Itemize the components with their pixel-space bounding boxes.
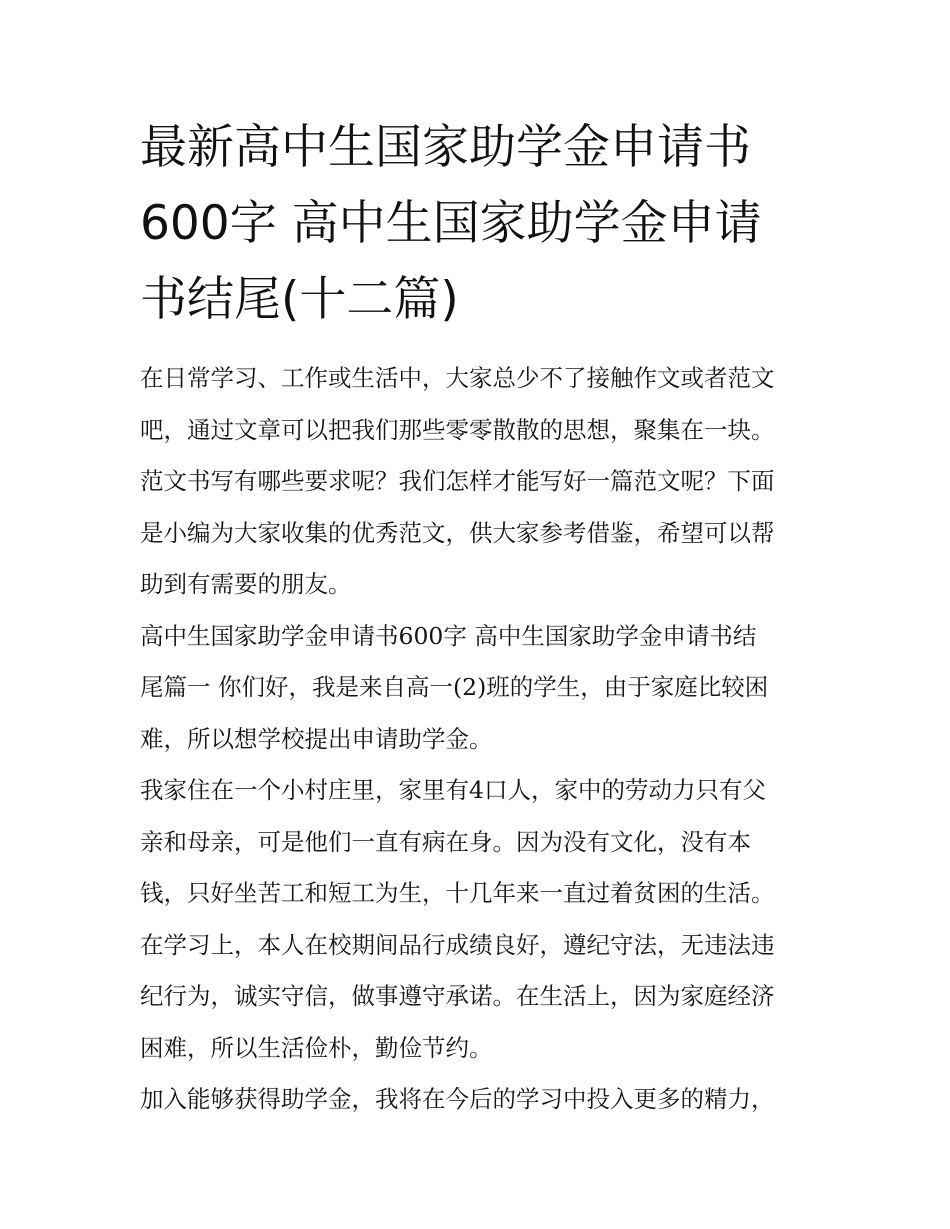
text-line: 是小编为大家收集的优秀范文，供大家参考借鉴，希望可以帮	[140, 518, 775, 547]
text-line: 助到有需要的朋友。	[140, 570, 352, 598]
text-line: 亲和母亲，可是他们一直有病在身。因为没有文化，没有本	[140, 827, 751, 856]
text-line: 困难，所以生活俭朴，勤俭节约。	[140, 1033, 493, 1062]
text-line: 吧，通过文章可以把我们那些零零散散的思想，聚集在一块。	[140, 415, 775, 444]
text-line: 尾篇一 你们好，我是来自高一(2)班的学生，由于家庭比较困	[140, 673, 769, 701]
section-one-paragraph	[140, 611, 812, 766]
document-title	[140, 110, 812, 338]
document-content	[140, 110, 812, 1126]
text-line: 难，所以想学校提出申请助学金。	[140, 724, 493, 753]
text-line: 高中生国家助学金申请书600字 高中生国家助学金申请书结	[140, 621, 757, 650]
closing-paragraph	[140, 1074, 812, 1126]
title-line: 最新高中生国家助学金申请书	[140, 120, 751, 175]
text-line: 我家住在一个小村庄里，家里有4口人，家中的劳动力只有父	[140, 776, 766, 804]
intro-paragraph	[140, 353, 812, 611]
text-line: 在学习上，本人在校期间品行成绩良好，遵纪守法，无违法违	[140, 930, 775, 959]
text-line: 在日常学习、工作或生活中，大家总少不了接触作文或者范文	[140, 364, 775, 392]
document-body	[140, 353, 812, 1126]
title-line: 600字 高中生国家助学金申请	[140, 196, 762, 251]
text-line: 钱，只好坐苦工和短工为生，十几年来一直过着贫困的生活。	[140, 879, 775, 907]
family-paragraph	[140, 765, 812, 1074]
text-line: 加入能够获得助学金，我将在今后的学习中投入更多的精力，	[140, 1085, 775, 1113]
text-line: 范文书写有哪些要求呢？我们怎样才能写好一篇范文呢？下面	[140, 467, 775, 495]
title-line: 书结尾(十二篇)	[140, 272, 459, 327]
text-line: 纪行为，诚实守信，做事遵守承诺。在生活上，因为家庭经济	[140, 982, 775, 1010]
